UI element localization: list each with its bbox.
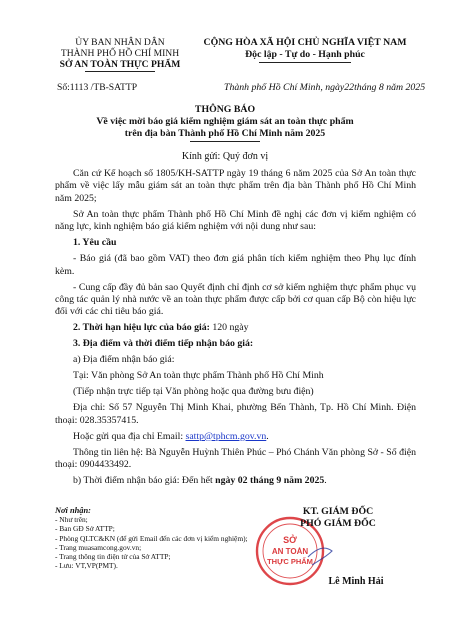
recipient-item: - Lưu: VT,VP(PMT). <box>55 561 118 571</box>
deadline-date: ngày 02 tháng 9 năm 2025 <box>215 475 325 487</box>
section-3-email-line <box>55 431 416 443</box>
motto-underline <box>259 62 351 63</box>
issuing-agency-block <box>50 37 190 72</box>
recipients-heading: Nơi nhận: <box>55 506 91 515</box>
document-date: Thành phố Hồ Chí Minh, ngày22tháng 8 năm 2025 <box>224 82 426 93</box>
signature-block <box>258 506 418 530</box>
section-1-item-a: - Báo giá (đã bao gồm VAT) theo đơn giá phân tích kiểm nghiệm theo Phụ lục đính kèm. <box>55 253 416 277</box>
recipients-block <box>55 506 270 570</box>
email-link[interactable]: sattp@tphcm.gov.vn <box>185 430 267 442</box>
svg-text:THỰC PHẨM: THỰC PHẨM <box>267 557 313 566</box>
email-label: Hoặc gửi qua địa chỉ Email: <box>73 430 186 442</box>
document-body <box>55 168 416 491</box>
section-3-heading: 3. Địa điểm và thời điểm tiếp nhận báo giá: <box>73 338 254 350</box>
section-3-a: a) Địa điểm nhận báo giá: <box>73 354 175 366</box>
agency-line-2: THÀNH PHỐ HỒ CHÍ MINH <box>60 48 180 59</box>
motto: Độc lập - Tự do - Hạnh phúc <box>245 49 365 60</box>
agency-underline <box>85 71 155 72</box>
agency-line-3: SỞ AN TOÀN THỰC PHẨM <box>59 59 181 70</box>
svg-text:SỞ: SỞ <box>283 535 297 545</box>
recipient-item: - Phòng QLTC&KN (để gửi Email đến các đơn vị kiểm nghiệm); <box>55 533 248 543</box>
agency-line-1: ỦY BAN NHÂN DÂN <box>75 37 165 48</box>
signature-title-1: KT. GIÁM ĐỐC <box>302 506 374 517</box>
recipient-item: - Trang muasamcong.gov.vn; <box>55 542 142 552</box>
deadline-end: . <box>324 475 327 487</box>
recipient-item: - Ban GĐ Sở ATTP; <box>55 524 115 534</box>
section-3-b <box>55 475 416 487</box>
document-title-block <box>0 104 450 142</box>
section-1-item-b: - Cung cấp đầy đủ bản sao Quyết định chỉ định cơ sở kiểm nghiệm thực phẩm phục vụ công tác quản lý nhà nước về an toàn thực phẩm được cấp bởi cơ quan cấp Bộ còn hiệu lực đối với các chỉ tiêu báo giá. <box>55 281 416 318</box>
nation-name: CỘNG HÒA XÃ HỘI CHỦ NGHĨA VIỆT NAM <box>203 37 407 48</box>
signature-title-2: PHÓ GIÁM ĐỐC <box>300 518 376 529</box>
paragraph-basis: Căn cứ Kế hoạch số 1805/KH-SATTP ngày 19 tháng 6 năm 2025 của Sở An toàn thực phẩm về việc lấy mẫu giám sát an toàn thực phẩm trên địa bàn Thành phố Hồ Chí Minh năm 2025; <box>55 168 416 204</box>
paragraph-request: Sở An toàn thực phẩm Thành phố Hồ Chí Minh đề nghị các đơn vị kiểm nghiệm có năng lực, kinh nghiệm báo giá kiểm nghiệm với nội dung như sau: <box>55 208 416 233</box>
document-subject-1: Về việc mời báo giá kiểm nghiệm giám sát an toàn thực phẩm <box>96 116 354 127</box>
section-3-a-note: (Tiếp nhận trực tiếp tại Văn phòng hoặc qua đường bưu điện) <box>73 386 314 398</box>
section-2-value: 120 ngày <box>209 322 249 334</box>
section-3-a-address: Địa chỉ: Số 57 Nguyễn Thị Minh Khai, phường Bến Thành, Tp. Hồ Chí Minh. Điện thoại: 028.35357415. <box>55 402 416 426</box>
title-underline <box>190 141 260 142</box>
section-2 <box>55 322 416 334</box>
recipient-item: - Trang thông tin điện tử của Sở ATTP; <box>55 552 171 562</box>
email-end: . <box>266 430 269 442</box>
signer-name: Lê Minh Hải <box>328 576 384 587</box>
section-3-contact: Thông tin liên hệ: Bà Nguyễn Huỳnh Thiên Phúc – Phó Chánh Văn phòng Sở - Số điện thoại: 0904433492. <box>55 446 416 471</box>
svg-text:AN TOÀN: AN TOÀN <box>271 547 309 556</box>
recipient-item: - Như trên; <box>55 515 88 525</box>
national-motto-block <box>200 37 410 63</box>
section-1-heading: 1. Yêu cầu <box>73 237 117 249</box>
document-subject-2: trên địa bàn Thành phố Hồ Chí Minh năm 2025 <box>124 128 326 139</box>
section-2-heading: 2. Thời hạn hiệu lực của báo giá: <box>73 322 210 334</box>
document-number: Số:1113 /TB-SATTP <box>57 82 138 93</box>
section-3-a-location: Tại: Văn phòng Sở An toàn thực phẩm Thành phố Hồ Chí Minh <box>73 370 324 382</box>
greeting: Kính gửi: Quý đơn vị <box>181 151 269 162</box>
document-title: THÔNG BÁO <box>194 104 256 115</box>
deadline-label: b) Thời điểm nhận báo giá: Đến hết <box>73 475 216 487</box>
